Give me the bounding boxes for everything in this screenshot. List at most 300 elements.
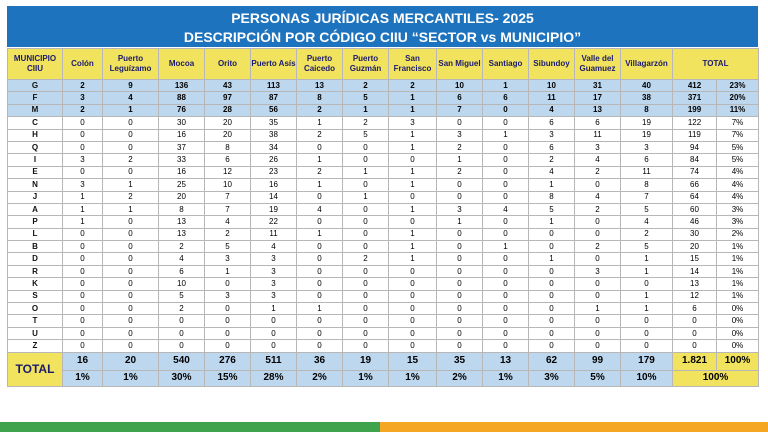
row-percent: 0% xyxy=(717,340,759,352)
cell-value: 4 xyxy=(205,216,251,228)
cell-value: 4 xyxy=(251,241,297,253)
cell-value: 0 xyxy=(63,303,103,315)
cell-value: 1 xyxy=(529,179,575,191)
municipality-total: 20 xyxy=(103,352,159,370)
ciiu-code: O xyxy=(8,303,63,315)
cell-value: 3 xyxy=(251,278,297,290)
cell-value: 0 xyxy=(205,303,251,315)
cell-value: 1 xyxy=(343,191,389,203)
cell-value: 6 xyxy=(529,141,575,153)
cell-value: 1 xyxy=(621,303,673,315)
cell-value: 2 xyxy=(297,129,343,141)
cell-value: 0 xyxy=(483,104,529,116)
municipality-header: Villagarzón xyxy=(621,49,673,80)
row-percent: 11% xyxy=(717,104,759,116)
table-row xyxy=(8,241,759,253)
totals-label: TOTAL xyxy=(8,352,63,386)
cell-value: 1 xyxy=(621,253,673,265)
header-row xyxy=(8,49,759,80)
ciiu-code: E xyxy=(8,166,63,178)
cell-value: 0 xyxy=(389,303,437,315)
cell-value: 1 xyxy=(297,303,343,315)
cell-value: 8 xyxy=(205,141,251,153)
cell-value: 1 xyxy=(389,104,437,116)
cell-value: 2 xyxy=(343,80,389,92)
cell-value: 3 xyxy=(575,265,621,277)
cell-value: 8 xyxy=(529,191,575,203)
cell-value: 1 xyxy=(389,203,437,215)
cell-value: 0 xyxy=(343,141,389,153)
cell-value: 1 xyxy=(297,228,343,240)
cell-value: 87 xyxy=(251,92,297,104)
ciiu-code: U xyxy=(8,327,63,339)
cell-value: 0 xyxy=(103,117,159,129)
cell-value: 5 xyxy=(343,92,389,104)
cell-value: 0 xyxy=(389,278,437,290)
footer-stripe-orange xyxy=(380,422,768,432)
municipality-total: 16 xyxy=(63,352,103,370)
cell-value: 1 xyxy=(103,203,159,215)
municipality-header: Sibundoy xyxy=(529,49,575,80)
cell-value: 20 xyxy=(205,117,251,129)
cell-value: 2 xyxy=(529,154,575,166)
cell-value: 3 xyxy=(251,265,297,277)
table-row xyxy=(8,154,759,166)
cell-value: 0 xyxy=(103,327,159,339)
cell-value: 3 xyxy=(437,203,483,215)
row-percent: 7% xyxy=(717,129,759,141)
row-percent: 0% xyxy=(717,303,759,315)
cell-value: 0 xyxy=(343,290,389,302)
cell-value: 2 xyxy=(389,80,437,92)
cell-value: 28 xyxy=(205,104,251,116)
cell-value: 0 xyxy=(297,327,343,339)
row-total: 412 xyxy=(673,80,717,92)
table-row xyxy=(8,265,759,277)
row-total: 74 xyxy=(673,166,717,178)
cell-value: 0 xyxy=(575,327,621,339)
cell-value: 0 xyxy=(529,303,575,315)
cell-value: 0 xyxy=(251,327,297,339)
row-percent: 4% xyxy=(717,179,759,191)
municipality-percent: 28% xyxy=(251,370,297,386)
municipality-header: Puerto Caicedo xyxy=(297,49,343,80)
cell-value: 1 xyxy=(103,104,159,116)
cell-value: 0 xyxy=(297,253,343,265)
cell-value: 0 xyxy=(63,117,103,129)
row-total: 66 xyxy=(673,179,717,191)
ciiu-code: F xyxy=(8,92,63,104)
cell-value: 4 xyxy=(575,191,621,203)
cell-value: 12 xyxy=(205,166,251,178)
ciiu-code: K xyxy=(8,278,63,290)
row-percent: 3% xyxy=(717,216,759,228)
cell-value: 0 xyxy=(205,327,251,339)
cell-value: 8 xyxy=(297,92,343,104)
cell-value: 4 xyxy=(575,154,621,166)
cell-value: 0 xyxy=(63,129,103,141)
cell-value: 19 xyxy=(251,203,297,215)
cell-value: 4 xyxy=(297,203,343,215)
cell-value: 0 xyxy=(103,265,159,277)
cell-value: 0 xyxy=(343,265,389,277)
cell-value: 11 xyxy=(529,92,575,104)
cell-value: 4 xyxy=(621,216,673,228)
cell-value: 4 xyxy=(529,166,575,178)
cell-value: 1 xyxy=(389,228,437,240)
municipality-percent: 10% xyxy=(621,370,673,386)
row-total: 199 xyxy=(673,104,717,116)
cell-value: 6 xyxy=(159,265,205,277)
row-percent: 5% xyxy=(717,141,759,153)
cell-value: 6 xyxy=(621,154,673,166)
row-percent: 0% xyxy=(717,315,759,327)
cell-value: 0 xyxy=(343,327,389,339)
cell-value: 0 xyxy=(483,117,529,129)
cell-value: 0 xyxy=(483,340,529,352)
municipality-total: 15 xyxy=(389,352,437,370)
cell-value: 2 xyxy=(575,166,621,178)
cell-value: 0 xyxy=(297,290,343,302)
cell-value: 0 xyxy=(63,327,103,339)
municipality-total: 540 xyxy=(159,352,205,370)
municipality-header: Puerto Guzmán xyxy=(343,49,389,80)
table-row xyxy=(8,228,759,240)
cell-value: 20 xyxy=(205,129,251,141)
cell-value: 0 xyxy=(343,216,389,228)
ciiu-code: D xyxy=(8,253,63,265)
table-row xyxy=(8,80,759,92)
cell-value: 2 xyxy=(103,154,159,166)
cell-value: 7 xyxy=(621,191,673,203)
municipality-percent: 3% xyxy=(529,370,575,386)
municipality-percent: 2% xyxy=(297,370,343,386)
cell-value: 3 xyxy=(251,290,297,302)
table-row xyxy=(8,166,759,178)
cell-value: 23 xyxy=(251,166,297,178)
cell-value: 0 xyxy=(103,216,159,228)
cell-value: 0 xyxy=(297,241,343,253)
cell-value: 3 xyxy=(437,129,483,141)
cell-value: 2 xyxy=(63,80,103,92)
cell-value: 0 xyxy=(389,191,437,203)
row-total: 119 xyxy=(673,129,717,141)
cell-value: 8 xyxy=(621,179,673,191)
ciiu-code: Z xyxy=(8,340,63,352)
cell-value: 4 xyxy=(483,203,529,215)
cell-value: 0 xyxy=(205,278,251,290)
cell-value: 0 xyxy=(343,228,389,240)
cell-value: 13 xyxy=(159,216,205,228)
cell-value: 3 xyxy=(529,129,575,141)
cell-value: 1 xyxy=(389,129,437,141)
cell-value: 0 xyxy=(63,340,103,352)
row-percent: 1% xyxy=(717,290,759,302)
cell-value: 0 xyxy=(389,327,437,339)
row-percent: 4% xyxy=(717,166,759,178)
grand-total: 1.821 xyxy=(673,352,717,370)
cell-value: 11 xyxy=(575,129,621,141)
cell-value: 10 xyxy=(437,80,483,92)
cell-value: 0 xyxy=(103,340,159,352)
cell-value: 0 xyxy=(575,253,621,265)
cell-value: 1 xyxy=(575,303,621,315)
cell-value: 2 xyxy=(343,253,389,265)
row-total: 0 xyxy=(673,327,717,339)
cell-value: 5 xyxy=(621,203,673,215)
cell-value: 0 xyxy=(343,203,389,215)
ciiu-code: T xyxy=(8,315,63,327)
cell-value: 10 xyxy=(205,179,251,191)
ciiu-code: J xyxy=(8,191,63,203)
cell-value: 1 xyxy=(297,117,343,129)
cell-value: 0 xyxy=(63,241,103,253)
cell-value: 14 xyxy=(251,191,297,203)
cell-value: 0 xyxy=(251,340,297,352)
municipality-total: 511 xyxy=(251,352,297,370)
row-total: 13 xyxy=(673,278,717,290)
row-percent: 4% xyxy=(717,191,759,203)
cell-value: 0 xyxy=(529,327,575,339)
cell-value: 1 xyxy=(389,179,437,191)
cell-value: 13 xyxy=(159,228,205,240)
grand-percent: 100% xyxy=(673,370,759,386)
cell-value: 0 xyxy=(437,253,483,265)
cell-value: 1 xyxy=(389,166,437,178)
cell-value: 43 xyxy=(205,80,251,92)
cell-value: 0 xyxy=(103,141,159,153)
cell-value: 38 xyxy=(621,92,673,104)
cell-value: 0 xyxy=(483,166,529,178)
row-percent: 1% xyxy=(717,278,759,290)
row-percent: 20% xyxy=(717,92,759,104)
cell-value: 11 xyxy=(251,228,297,240)
cell-value: 0 xyxy=(437,340,483,352)
table-row xyxy=(8,117,759,129)
cell-value: 1 xyxy=(389,241,437,253)
cell-value: 1 xyxy=(63,216,103,228)
table-row xyxy=(8,327,759,339)
cell-value: 0 xyxy=(343,303,389,315)
cell-value: 3 xyxy=(63,92,103,104)
cell-value: 0 xyxy=(529,228,575,240)
cell-value: 0 xyxy=(575,179,621,191)
cell-value: 2 xyxy=(159,303,205,315)
row-percent: 3% xyxy=(717,203,759,215)
cell-value: 37 xyxy=(159,141,205,153)
cell-value: 0 xyxy=(251,315,297,327)
cell-value: 33 xyxy=(159,154,205,166)
ciiu-code: G xyxy=(8,80,63,92)
cell-value: 35 xyxy=(251,117,297,129)
cell-value: 1 xyxy=(63,203,103,215)
cell-value: 7 xyxy=(205,203,251,215)
ciiu-code: B xyxy=(8,241,63,253)
row-total: 20 xyxy=(673,241,717,253)
cell-value: 76 xyxy=(159,104,205,116)
cell-value: 3 xyxy=(251,253,297,265)
cell-value: 1 xyxy=(621,265,673,277)
cell-value: 3 xyxy=(205,253,251,265)
municipality-total: 99 xyxy=(575,352,621,370)
cell-value: 6 xyxy=(205,154,251,166)
cell-value: 0 xyxy=(343,179,389,191)
cell-value: 0 xyxy=(575,228,621,240)
cell-value: 0 xyxy=(63,290,103,302)
municipality-percent: 1% xyxy=(63,370,103,386)
table-row xyxy=(8,290,759,302)
cell-value: 0 xyxy=(529,315,575,327)
cell-value: 0 xyxy=(389,340,437,352)
cell-value: 20 xyxy=(159,191,205,203)
cell-value: 3 xyxy=(575,141,621,153)
municipality-total: 35 xyxy=(437,352,483,370)
cell-value: 2 xyxy=(297,104,343,116)
table-row xyxy=(8,92,759,104)
cell-value: 1 xyxy=(529,216,575,228)
cell-value: 2 xyxy=(159,241,205,253)
cell-value: 0 xyxy=(621,315,673,327)
cell-value: 10 xyxy=(529,80,575,92)
cell-value: 6 xyxy=(437,92,483,104)
cell-value: 4 xyxy=(103,92,159,104)
report-title-bar xyxy=(7,6,758,47)
cell-value: 0 xyxy=(389,290,437,302)
grand-total-pct: 100% xyxy=(717,352,759,370)
cell-value: 0 xyxy=(483,191,529,203)
cell-value: 97 xyxy=(205,92,251,104)
cell-value: 0 xyxy=(205,340,251,352)
cell-value: 6 xyxy=(529,117,575,129)
row-percent: 1% xyxy=(717,265,759,277)
cell-value: 7 xyxy=(437,104,483,116)
row-total: 64 xyxy=(673,191,717,203)
cell-value: 0 xyxy=(389,265,437,277)
cell-value: 56 xyxy=(251,104,297,116)
cell-value: 0 xyxy=(437,191,483,203)
ciiu-code: S xyxy=(8,290,63,302)
municipality-percent: 1% xyxy=(483,370,529,386)
row-percent: 1% xyxy=(717,253,759,265)
cell-value: 1 xyxy=(389,92,437,104)
cell-value: 16 xyxy=(159,166,205,178)
municipality-header: Santiago xyxy=(483,49,529,80)
cell-value: 0 xyxy=(343,154,389,166)
cell-value: 8 xyxy=(621,104,673,116)
ciiu-code: N xyxy=(8,179,63,191)
cell-value: 0 xyxy=(103,241,159,253)
cell-value: 0 xyxy=(529,340,575,352)
cell-value: 3 xyxy=(389,117,437,129)
cell-value: 0 xyxy=(297,141,343,153)
cell-value: 25 xyxy=(159,179,205,191)
ciiu-municipality-table xyxy=(7,48,759,387)
cell-value: 0 xyxy=(483,278,529,290)
cell-value: 0 xyxy=(63,253,103,265)
cell-value: 2 xyxy=(205,228,251,240)
cell-value: 6 xyxy=(483,92,529,104)
cell-value: 34 xyxy=(251,141,297,153)
cell-value: 16 xyxy=(251,179,297,191)
table-row xyxy=(8,278,759,290)
cell-value: 1 xyxy=(205,265,251,277)
cell-value: 0 xyxy=(63,228,103,240)
cell-value: 0 xyxy=(529,290,575,302)
ciiu-code: H xyxy=(8,129,63,141)
row-total: 122 xyxy=(673,117,717,129)
cell-value: 5 xyxy=(621,241,673,253)
cell-value: 22 xyxy=(251,216,297,228)
cell-value: 1 xyxy=(297,179,343,191)
cell-value: 1 xyxy=(621,290,673,302)
ciiu-code: P xyxy=(8,216,63,228)
cell-value: 0 xyxy=(103,228,159,240)
cell-value: 0 xyxy=(297,340,343,352)
cell-value: 0 xyxy=(483,179,529,191)
cell-value: 19 xyxy=(621,129,673,141)
cell-value: 0 xyxy=(63,315,103,327)
municipality-header: Puerto Leguízamo xyxy=(103,49,159,80)
cell-value: 0 xyxy=(483,253,529,265)
row-total: 60 xyxy=(673,203,717,215)
cell-value: 0 xyxy=(63,141,103,153)
cell-value: 0 xyxy=(483,327,529,339)
cell-value: 2 xyxy=(297,166,343,178)
municipality-percent: 30% xyxy=(159,370,205,386)
cell-value: 11 xyxy=(621,166,673,178)
municipality-percent: 1% xyxy=(389,370,437,386)
municipality-percent: 5% xyxy=(575,370,621,386)
cell-value: 2 xyxy=(437,141,483,153)
row-percent: 23% xyxy=(717,80,759,92)
cell-value: 40 xyxy=(621,80,673,92)
cell-value: 1 xyxy=(343,104,389,116)
cell-value: 38 xyxy=(251,129,297,141)
cell-value: 3 xyxy=(205,290,251,302)
cell-value: 0 xyxy=(483,228,529,240)
cell-value: 0 xyxy=(483,216,529,228)
footer-stripe-green xyxy=(0,422,380,432)
cell-value: 0 xyxy=(159,340,205,352)
cell-value: 1 xyxy=(389,253,437,265)
cell-value: 2 xyxy=(343,117,389,129)
cell-value: 0 xyxy=(621,327,673,339)
cell-value: 2 xyxy=(63,104,103,116)
ciiu-code: C xyxy=(8,117,63,129)
ciiu-code: R xyxy=(8,265,63,277)
cell-value: 0 xyxy=(529,278,575,290)
row-percent: 7% xyxy=(717,117,759,129)
total-header: TOTAL xyxy=(673,49,759,80)
cell-value: 0 xyxy=(159,327,205,339)
row-total: 6 xyxy=(673,303,717,315)
ciiu-code: A xyxy=(8,203,63,215)
cell-value: 0 xyxy=(297,216,343,228)
cell-value: 1 xyxy=(483,241,529,253)
cell-value: 2 xyxy=(621,228,673,240)
municipality-total: 62 xyxy=(529,352,575,370)
table-row xyxy=(8,104,759,116)
cell-value: 0 xyxy=(575,315,621,327)
report-title: PERSONAS JURÍDICAS MERCANTILES- 2025 xyxy=(231,10,534,26)
table-row xyxy=(8,340,759,352)
row-total: 84 xyxy=(673,154,717,166)
municipality-header: San Miguel xyxy=(437,49,483,80)
cell-value: 0 xyxy=(437,228,483,240)
cell-value: 0 xyxy=(437,290,483,302)
cell-value: 2 xyxy=(575,241,621,253)
cell-value: 0 xyxy=(343,241,389,253)
